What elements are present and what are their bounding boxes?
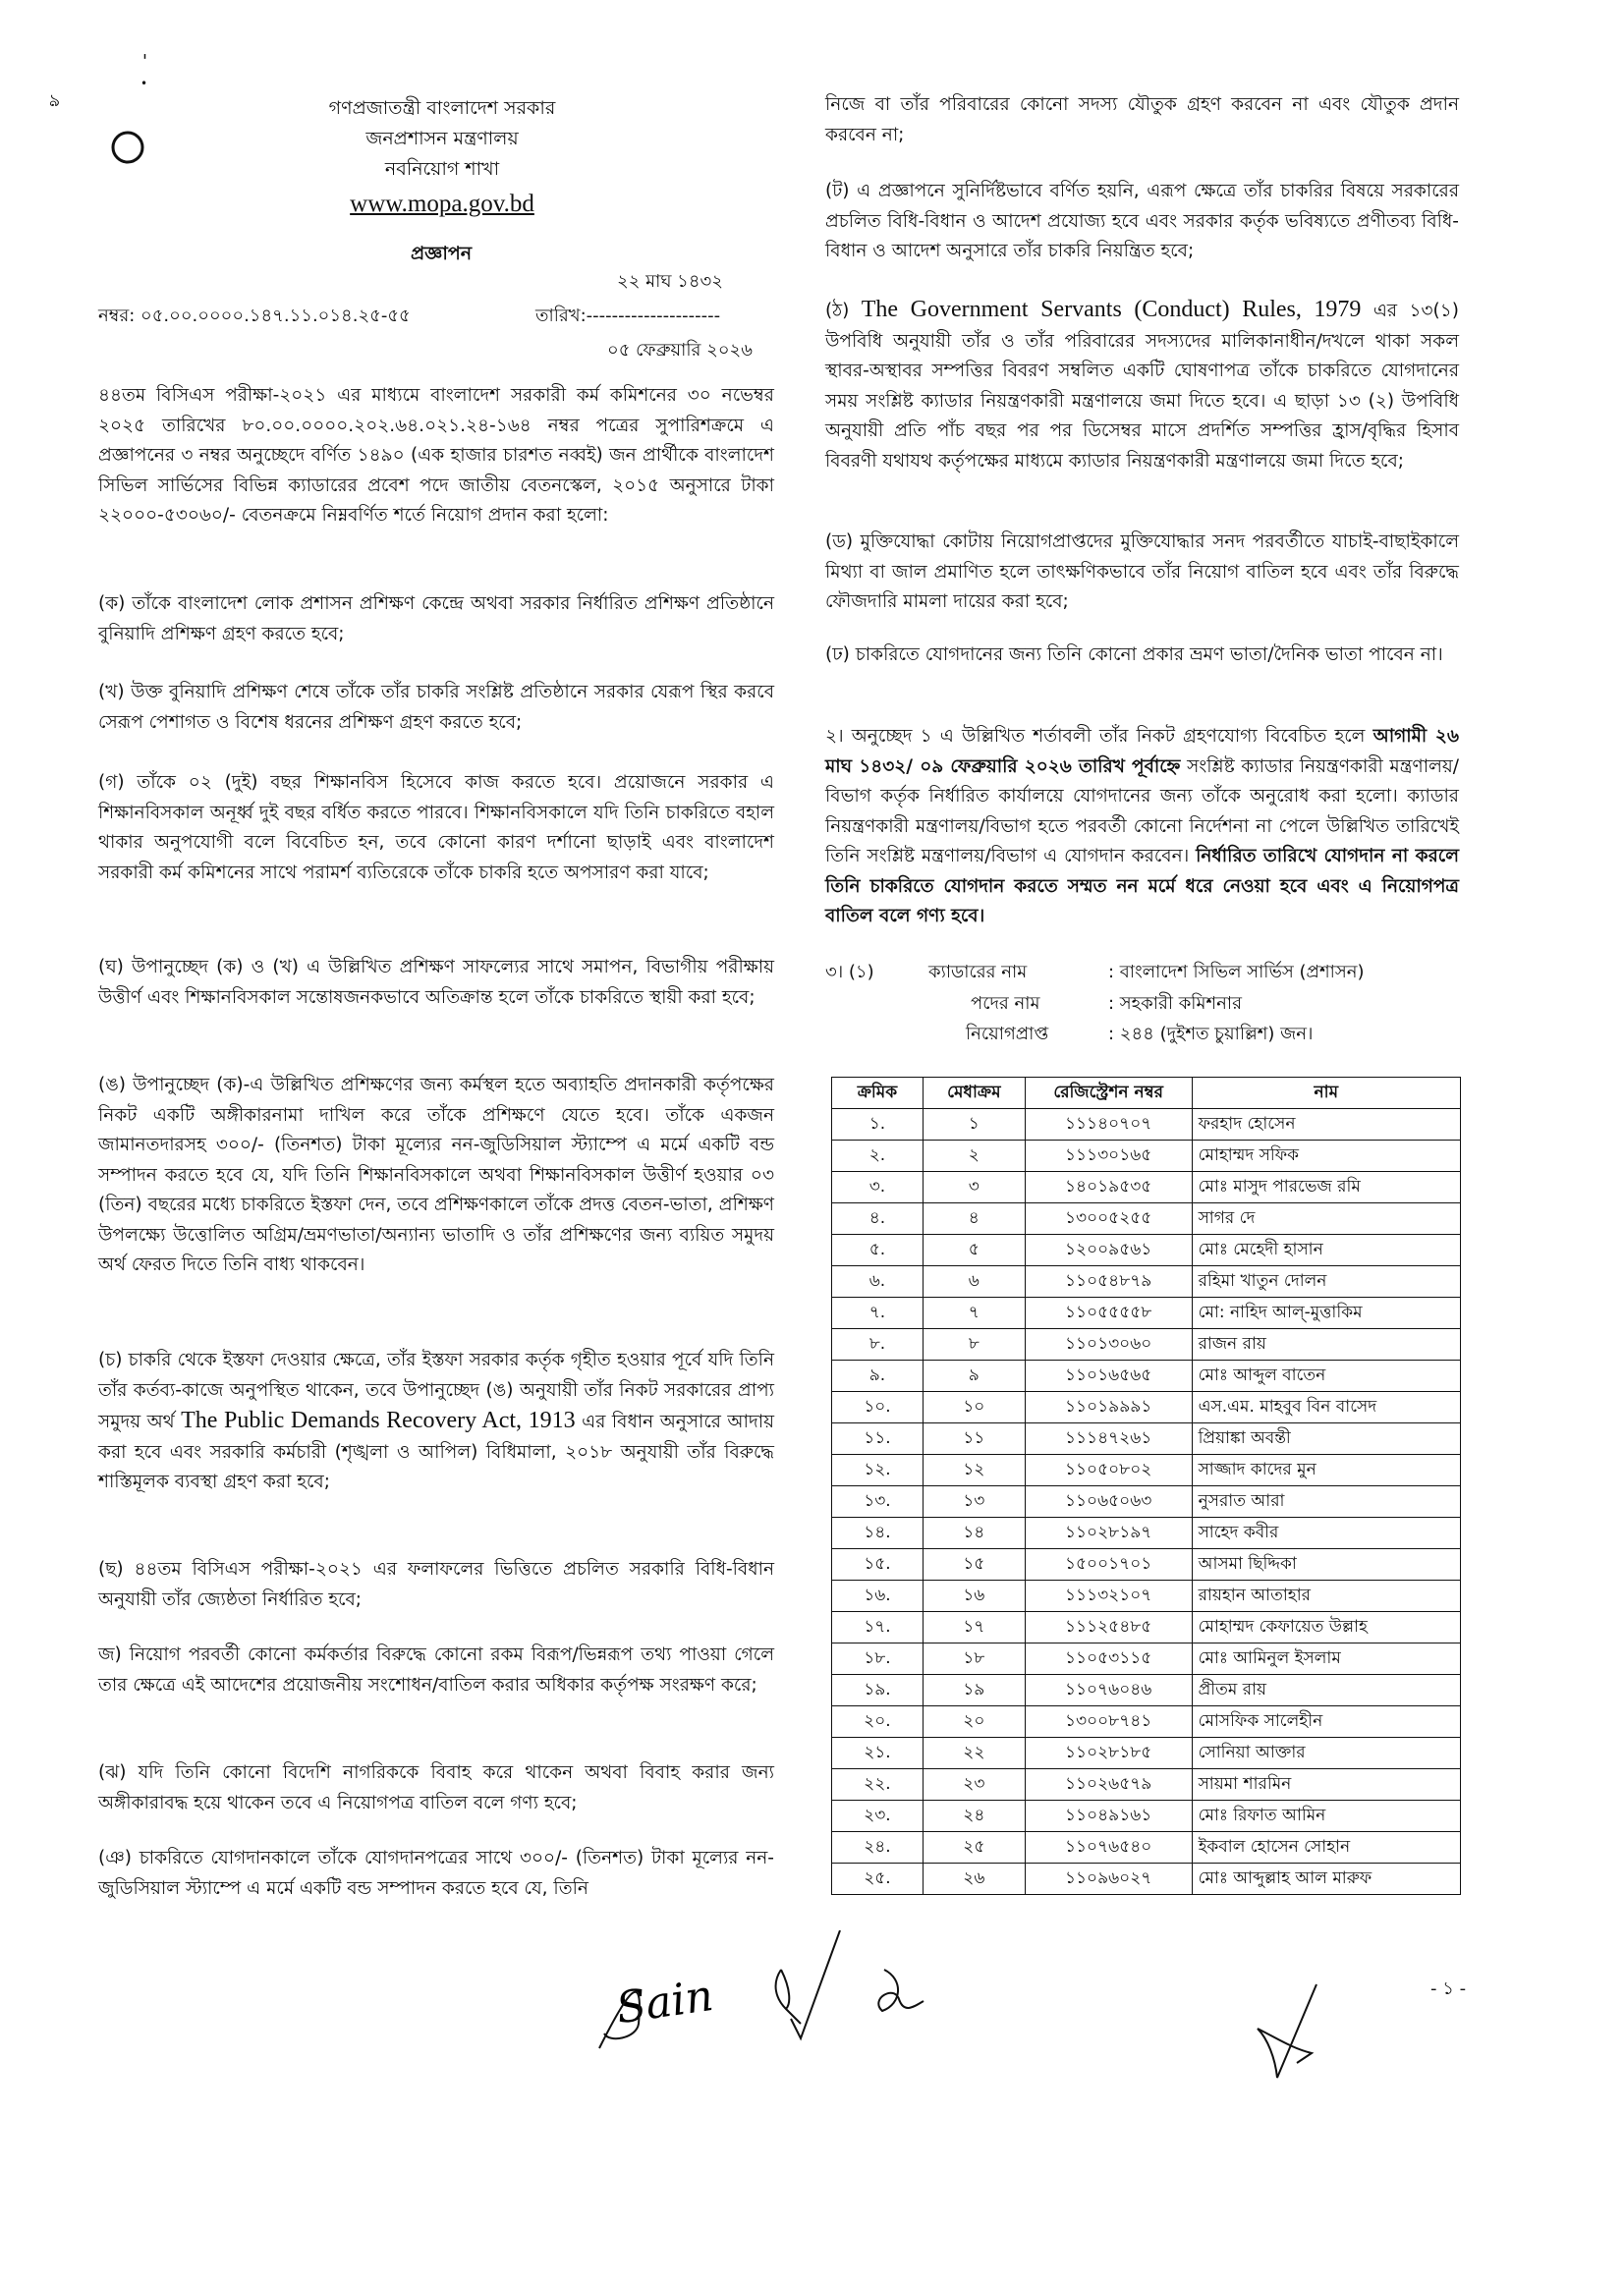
cell-registration: ১১০২৬৫৭৯ — [1025, 1769, 1192, 1801]
cell-name: সোনিয়া আক্তার — [1192, 1738, 1460, 1769]
cadre-name-label: ক্যাডারের নাম — [928, 962, 1028, 982]
cell-merit: ২৫ — [923, 1832, 1025, 1864]
cell-registration: ১১০৫৫৫৫৮ — [1025, 1298, 1192, 1329]
cell-serial: ৩. — [832, 1172, 924, 1203]
cell-name: প্রীতম রায় — [1192, 1675, 1460, 1706]
cell-serial: ৯. — [832, 1361, 924, 1392]
table-row — [832, 1864, 1461, 1895]
cell-name: মোসফিক সালেহীন — [1192, 1706, 1460, 1738]
cell-serial: ২. — [832, 1141, 924, 1172]
cell-name: মোঃ আব্দুল বাতেন — [1192, 1361, 1460, 1392]
clause-uma: (ঙ) উপানুচ্ছেদ (ক)-এ উল্লিখিত প্রশিক্ষণের জন্য কর্মস্থল হতে অব্যাহতি প্রদানকারী কর্তৃপক্ষের নিকট একটি অঙ্গীকারনামা দাখিল করে তাঁকে প্রশিক্ষণে যেতে হবে। তাঁকে একজন জামানতদারসহ ৩০০/- (তিনশত) টাকা মূল্যের নন-জুডিসিয়াল স্ট্যাম্পে এ মর্মে একটি বন্ড সম্পাদন করতে হবে যে, যদি তিনি শিক্ষানবিসকালে অথবা শিক্ষানবিসকাল উত্তীর্ণ হওয়ার ০৩ (তিন) বছরের মধ্যে চাকরিতে ইস্তফা দেন, তবে প্রশিক্ষণকালে তাঁকে প্রদত্ত বেতন-ভাতা, প্রশিক্ষণ উপলক্ষ্যে উত্তোলিত অগ্রিম/ভ্রমণভাতা/অন্যান্য ভাতাদি ও তাঁর প্রশিক্ষণের জন্য ব্যয়িত সমুদয় অর্থ ফেরত দিতে তিনি বাধ্য থাকবেন। — [98, 1075, 774, 1275]
government-name: গণপ্রজাতন্ত্রী বাংলাদেশ সরকার — [328, 97, 556, 119]
cell-registration: ১৩০০৫২৫৫ — [1025, 1203, 1192, 1235]
cell-merit: ১৬ — [923, 1581, 1025, 1612]
cell-serial: ২০. — [832, 1706, 924, 1738]
table-row — [832, 1423, 1461, 1455]
letterhead — [295, 93, 589, 219]
cell-registration: ১১০৫৪৮৭৯ — [1025, 1266, 1192, 1298]
cell-merit: ২৩ — [923, 1769, 1025, 1801]
cell-name: মোহাম্মদ কেফায়েত উল্লাহ — [1192, 1612, 1460, 1643]
cell-serial: ১৩. — [832, 1486, 924, 1518]
cell-name: সাহেদ কবীর — [1192, 1518, 1460, 1549]
cell-serial: ১১. — [832, 1423, 924, 1455]
cell-registration: ১১০৭৬৫৪০ — [1025, 1832, 1192, 1864]
table-row — [832, 1581, 1461, 1612]
date-bangla: ২২ মাঘ ১৪৩২ — [617, 271, 723, 292]
cell-merit: ১০ — [923, 1392, 1025, 1423]
punch-hole-icon — [108, 128, 147, 167]
signature-scribbles — [589, 1930, 1375, 2097]
paragraph-2-text-2: সংশ্লিষ্ট ক্যাডার নিয়ন্ত্রণকারী মন্ত্রণালয়/বিভাগ কর্তৃক নির্ধারিত কার্যালয়ে যোগদানের জন্য তাঁকে অনুরোধ করা হলো। ক্যাডার নিয়ন্ত্রণকারী মন্ত্রণালয়/বিভাগ হতে পরবর্তী কোনো নির্দেশনা না পেলে উল্লিখিত তারিখেই তিনি সংশ্লিষ্ট মন্ত্রণালয়/বিভাগ এ যোগদান করবেন। — [825, 755, 1459, 866]
table-row — [832, 1266, 1461, 1298]
table-row — [832, 1738, 1461, 1769]
cell-serial: ১৫. — [832, 1549, 924, 1581]
cell-serial: ৭. — [832, 1298, 924, 1329]
cell-registration: ১৩০০৮৭৪১ — [1025, 1706, 1192, 1738]
clause-chha: (ছ) ৪৪তম বিসিএস পরীক্ষা-২০২১ এর ফলাফলের ভিত্তিতে প্রচলিত সরকারি বিধি-বিধান অনুযায়ী তাঁর জ্যেষ্ঠতা নির্ধারিত হবে; — [98, 1559, 774, 1610]
post-name-value: : সহকারী কমিশনার — [1108, 993, 1242, 1014]
cell-serial: ১৯. — [832, 1675, 924, 1706]
cell-registration: ১১০৯৬০২৭ — [1025, 1864, 1192, 1895]
cell-serial: ১৪. — [832, 1518, 924, 1549]
cell-registration: ১১০৭৬০৪৬ — [1025, 1675, 1192, 1706]
table-body — [832, 1109, 1461, 1895]
cell-serial: ১৭. — [832, 1612, 924, 1643]
non-joining-warning: নির্ধারিত তারিখে যোগদান না করলে তিনি চাকরিতে যোগদান করতে সম্মত নন মর্মে ধরে নেওয়া হবে এবং এ নিয়োগপত্র বাতিল বলে গণ্য হবে। — [825, 846, 1459, 926]
cell-merit: ১৫ — [923, 1549, 1025, 1581]
cell-name: রাজন রায় — [1192, 1329, 1460, 1361]
table-row — [832, 1675, 1461, 1706]
stray-mark-top: ' — [142, 51, 147, 72]
cell-registration: ১১০১৯৯৯১ — [1025, 1392, 1192, 1423]
cell-name: প্রিয়াঙ্কা অবন্তী — [1192, 1423, 1460, 1455]
cell-name: নুসরাত আরা — [1192, 1486, 1460, 1518]
cell-registration: ১৪০১৯৫৩৫ — [1025, 1172, 1192, 1203]
stray-mark-left: ঌ — [49, 90, 60, 111]
cell-merit: ১৮ — [923, 1643, 1025, 1675]
cell-registration: ১১০২৮১৯৭ — [1025, 1518, 1192, 1549]
cell-name: মোঃ মাসুদ পারভেজ রমি — [1192, 1172, 1460, 1203]
clause-tha-label: (ঠ) — [825, 301, 850, 321]
cell-merit: ৪ — [923, 1203, 1025, 1235]
table-row — [832, 1706, 1461, 1738]
clause-gha: (ঘ) উপানুচ্ছেদ (ক) ও (খ) এ উল্লিখিত প্রশিক্ষণ সাফল্যের সাথে সমাপন, বিভাগীয় পরীক্ষায় উত্তীর্ণ এবং শিক্ষানবিসকাল সন্তোষজনকভাবে অতিক্রান্ত হলে তাঁকে চাকরিতে স্থায়ী করা হবে; — [98, 957, 774, 1008]
post-name-label: পদের নাম — [971, 993, 1040, 1014]
cell-merit: ২ — [923, 1141, 1025, 1172]
cell-serial: ১. — [832, 1109, 924, 1141]
clause-jha: (ঝ) যদি তিনি কোনো বিদেশি নাগরিককে বিবাহ করে থাকেন অথবা বিবাহ করার জন্য অঙ্গীকারাবদ্ধ হয়ে থাকেন তবে এ নিয়োগপত্র বাতিল বলে গণ্য হবে; — [98, 1762, 774, 1813]
cell-merit: ১৭ — [923, 1612, 1025, 1643]
table-row — [832, 1361, 1461, 1392]
cell-registration: ১২০০৯৫৬১ — [1025, 1235, 1192, 1266]
cell-registration: ১৫০০১৭০১ — [1025, 1549, 1192, 1581]
date-label: তারিখ:--------------------- — [535, 306, 721, 326]
branch-name: নবনিয়োগ শাখা — [384, 158, 500, 180]
cell-serial: ৮. — [832, 1329, 924, 1361]
cell-name: মোহাম্মদ সফিক — [1192, 1141, 1460, 1172]
cell-registration: ১১০৪৯১৬১ — [1025, 1801, 1192, 1832]
cadre-section-number: ৩। (১) — [825, 962, 874, 982]
cell-merit: ২৬ — [923, 1864, 1025, 1895]
cell-registration: ১১১৪৭২৬১ — [1025, 1423, 1192, 1455]
table-row — [832, 1769, 1461, 1801]
website-link[interactable]: www.mopa.gov.bd — [350, 191, 534, 217]
cell-merit: ২২ — [923, 1738, 1025, 1769]
cell-registration: ১১০৬৫০৬৩ — [1025, 1486, 1192, 1518]
appointee-table — [831, 1077, 1461, 1895]
cell-serial: ২৫. — [832, 1864, 924, 1895]
table-row — [832, 1141, 1461, 1172]
clause-tha-rules-name: The Government Servants (Conduct) Rules, 1979 — [861, 297, 1362, 322]
clause-tha-text: এর ১৩(১) উপবিধি অনুযায়ী তাঁর ও তাঁর পরিবারের সদস্যদের মালিকানাধীন/দখলে থাকা সকল স্থাবর-অস্থাবর সম্পত্তির বিবরণ সম্বলিত একটি ঘোষণাপত্র তাঁকে চাকরিতে যোগদানের সময় সংশ্লিষ্ট ক্যাডার নিয়ন্ত্রণকারী মন্ত্রণালয়ে জমা দিতে হবে। এ ছাড়া ১৩ (২) উপবিধি অনুযায়ী প্রতি পাঁচ বছর পর পর ডিসেম্বর মাসে প্রদর্শিত সম্পত্তির হ্রাস/বৃদ্ধির হিসাব বিবরণী যথাযথ কর্তৃপক্ষের মাধ্যমে ক্যাডার নিয়ন্ত্রণকারী মন্ত্রণালয়ে জমা দিতে হবে; — [825, 301, 1459, 472]
cell-name: আসমা ছিদ্দিকা — [1192, 1549, 1460, 1581]
cell-name: রহিমা খাতুন দোলন — [1192, 1266, 1460, 1298]
cell-registration: ১১১৪০৭০৭ — [1025, 1109, 1192, 1141]
cell-registration: ১১০৫৩১১৫ — [1025, 1643, 1192, 1675]
table-row — [832, 1172, 1461, 1203]
clause-nya-continued: নিজে বা তাঁর পরিবারের কোনো সদস্য যৌতুক গ্রহণ করবেন না এবং যৌতুক প্রদান করবেন না; — [825, 94, 1459, 145]
stray-mark-top-2: • — [140, 77, 148, 90]
cell-name: ফরহাদ হোসেন — [1192, 1109, 1460, 1141]
table-row — [832, 1486, 1461, 1518]
clause-da: (ড) মুক্তিযোদ্ধা কোটায় নিয়োগপ্রাপ্তদের মুক্তিযোদ্ধার সনদ পরবর্তীতে যাচাই-বাছাইকালে মিথ্যা বা জাল প্রমাণিত হলে তাৎক্ষণিকভাবে তাঁর নিয়োগ বাতিল হবে এবং তাঁর বিরুদ্ধে ফৌজদারি মামলা দায়ের করা হবে; — [825, 531, 1459, 612]
cell-name: এস.এম. মাহবুব বিন বাসেদ — [1192, 1392, 1460, 1423]
table-row — [832, 1518, 1461, 1549]
clause-dha: (ঢ) চাকরিতে যোগদানের জন্য তিনি কোনো প্রকার ভ্রমণ ভাতা/দৈনিক ভাতা পাবেন না। — [825, 644, 1443, 665]
date-english: ০৫ ফেব্রুয়ারি ২০২৬ — [607, 340, 753, 361]
cell-merit: ৬ — [923, 1266, 1025, 1298]
cell-merit: ১ — [923, 1109, 1025, 1141]
table-row — [832, 1235, 1461, 1266]
cell-registration: ১১১৩২১০৭ — [1025, 1581, 1192, 1612]
header-name: নাম — [1192, 1078, 1460, 1109]
cell-merit: ২০ — [923, 1706, 1025, 1738]
signature-1: Sain — [613, 1970, 717, 2034]
cell-serial: ১২. — [832, 1455, 924, 1486]
cell-serial: ১৮. — [832, 1643, 924, 1675]
clause-cha-text-1: (চ) চাকরি থেকে ইস্তফা দেওয়ার ক্ষেত্রে, তাঁর ইস্তফা সরকার কর্তৃক গৃহীত হওয়ার পূর্বে যদি তিনি তাঁর কর্তব্য-কাজে অনুপস্থিত থাকেন, তবে উপানুচ্ছেদ (ঙ) অনুযায়ী তাঁর নিকট সরকারের প্রাপ্য সমুদয় অর্থ — [98, 1350, 774, 1432]
table-row — [832, 1549, 1461, 1581]
signature-4 — [1258, 1984, 1316, 2078]
clause-cha — [98, 1346, 774, 1498]
table-row — [832, 1392, 1461, 1423]
clause-cha-act-name: The Public Demands Recovery Act, 1913 — [181, 1408, 576, 1433]
cell-registration: ১১০১৩০৬০ — [1025, 1329, 1192, 1361]
cell-name: মো: নাহিদ আল্-মুত্তাকিম — [1192, 1298, 1460, 1329]
cell-serial: ২১. — [832, 1738, 924, 1769]
cell-name: মোঃ মেহেদী হাসান — [1192, 1235, 1460, 1266]
cell-name: সাগর দে — [1192, 1203, 1460, 1235]
appointed-count-label: নিয়োগপ্রাপ্ত — [966, 1024, 1049, 1044]
cell-name: ইকবাল হোসেন সোহান — [1192, 1832, 1460, 1864]
cell-merit: ৯ — [923, 1361, 1025, 1392]
table-row — [832, 1298, 1461, 1329]
header-registration: রেজিস্ট্রেশন নম্বর — [1025, 1078, 1192, 1109]
table-row — [832, 1832, 1461, 1864]
cell-serial: ১০. — [832, 1392, 924, 1423]
cell-serial: ২২. — [832, 1769, 924, 1801]
table-header-row — [832, 1078, 1461, 1109]
cell-name: মোঃ আব্দুল্লাহ আল মারুফ — [1192, 1864, 1460, 1895]
notice-title: প্রজ্ঞাপন — [411, 243, 473, 264]
paragraph-2 — [825, 722, 1459, 932]
appointed-count-value: : ২৪৪ (দুইশত চুয়াল্লিশ) জন। — [1108, 1024, 1314, 1044]
cell-registration: ১১১৩০১৬৫ — [1025, 1141, 1192, 1172]
page-number: - ১ - — [1430, 1978, 1467, 1999]
ministry-name: জনপ্রশাসন মন্ত্রণালয় — [365, 128, 519, 149]
cell-name: সাজ্জাদ কাদের মুন — [1192, 1455, 1460, 1486]
clause-tha — [825, 295, 1459, 476]
table-row — [832, 1203, 1461, 1235]
cell-merit: ১৯ — [923, 1675, 1025, 1706]
intro-paragraph: ৪৪তম বিসিএস পরীক্ষা-২০২১ এর মাধ্যমে বাংলাদেশ সরকারী কর্ম কমিশনের ৩০ নভেম্বর ২০২৫ তারিখের ৮০.০০.০০০০.২০২.৬৪.০২১.২৪-১৬৪ নম্বর পত্রের সুপারিশক্রমে এ প্রজ্ঞাপনের ৩ নম্বর অনুচ্ছেদে বর্ণিত ১৪৯০ (এক হাজার চারশত নব্বই) জন প্রার্থীকে বাংলাদেশ সিভিল সার্ভিসের বিভিন্ন ক্যাডারের প্রবেশ পদে জাতীয় বেতনস্কেল, ২০১৫ অনুসারে টাকা ২২০০০-৫৩০৬০/- বেতনক্রমে নিম্নবর্ণিত শর্তে নিয়োগ প্রদান করা হলো: — [98, 385, 774, 526]
clause-ga: (গ) তাঁকে ০২ (দুই) বছর শিক্ষানবিস হিসেবে কাজ করতে হবে। প্রয়োজনে সরকার এ শিক্ষানবিসকাল অনূর্ধ্ব দুই বছর বর্ধিত করতে পারবে। শিক্ষানবিসকালে যদি তিনি চাকরিতে বহাল থাকার অনুপযোগী বলে বিবেচিত হন, তবে কোনো কারণ দর্শানো ছাড়াই এবং বাংলাদেশ সরকারী কর্ম কমিশনের সাথে পরামর্শ ব্যতিরেকে তাঁকে চাকরি হতে অপসারণ করা যাবে; — [98, 772, 774, 883]
table-row — [832, 1801, 1461, 1832]
clause-cha-text-2: এর বিধান অনুসারে আদায় করা হবে এবং সরকারি কর্মচারী (শৃঙ্খলা ও আপিল) বিধিমালা, ২০১৮ অনুযায়ী তাঁর বিরুদ্ধে শাস্তিমূলক ব্যবস্থা গ্রহণ করা হবে; — [98, 1412, 774, 1492]
header-merit: মেধাক্রম — [923, 1078, 1025, 1109]
table-row — [832, 1109, 1461, 1141]
cell-merit: ৩ — [923, 1172, 1025, 1203]
cell-merit: ২৪ — [923, 1801, 1025, 1832]
header-serial: ক্রমিক — [832, 1078, 924, 1109]
cell-merit: ৫ — [923, 1235, 1025, 1266]
joining-deadline: আগামী ২৬ মাঘ ১৪৩২/ ০৯ ফেব্রুয়ারি ২০২৬ তারিখ পূর্বাহ্নে — [825, 726, 1459, 777]
cell-merit: ১২ — [923, 1455, 1025, 1486]
cell-registration: ১১০১৬৫৬৫ — [1025, 1361, 1192, 1392]
table-row — [832, 1329, 1461, 1361]
table-row — [832, 1643, 1461, 1675]
cell-serial: ২৩. — [832, 1801, 924, 1832]
signature-2 — [776, 1970, 801, 2024]
paragraph-2-text-1: ২। অনুচ্ছেদ ১ এ উল্লিখিত শর্তাবলী তাঁর নিকট গ্রহণযোগ্য বিবেচিত হলে — [825, 726, 1366, 747]
cell-registration: ১১০৫০৮০২ — [1025, 1455, 1192, 1486]
cell-name: মোঃ আমিনুল ইসলাম — [1192, 1643, 1460, 1675]
table-row — [832, 1612, 1461, 1643]
clause-nya: (ঞ) চাকরিতে যোগদানকালে তাঁকে যোগদানপত্রের সাথে ৩০০/- (তিনশত) টাকা মূল্যের নন-জুডিসিয়াল স্ট্যাম্পে এ মর্মে একটি বন্ড সম্পাদন করতে হবে যে, তিনি — [98, 1848, 774, 1899]
cell-merit: ৮ — [923, 1329, 1025, 1361]
cell-serial: ১৬. — [832, 1581, 924, 1612]
cell-merit: ৭ — [923, 1298, 1025, 1329]
cell-serial: ৪. — [832, 1203, 924, 1235]
cell-name: সায়মা শারমিন — [1192, 1769, 1460, 1801]
table-row — [832, 1455, 1461, 1486]
cell-registration: ১১০২৮১৮৫ — [1025, 1738, 1192, 1769]
cell-name: রায়হান আতাহার — [1192, 1581, 1460, 1612]
cell-merit: ১৩ — [923, 1486, 1025, 1518]
cell-serial: ৫. — [832, 1235, 924, 1266]
clause-ta: (ট) এ প্রজ্ঞাপনে সুনির্দিষ্টভাবে বর্ণিত হয়নি, এরূপ ক্ষেত্রে তাঁর চাকরির বিষয়ে সরকারের প্রচলিত বিধি-বিধান ও আদেশ প্রযোজ্য হবে এবং সরকার কর্তৃক ভবিষ্যতে প্রণীতব্য বিধি-বিধান ও আদেশ অনুসারে তাঁর চাকরি নিয়ন্ত্রিত হবে; — [825, 181, 1459, 261]
cell-merit: ১৪ — [923, 1518, 1025, 1549]
cell-registration: ১১১২৫৪৮৫ — [1025, 1612, 1192, 1643]
cell-name: মোঃ রিফাত আমিন — [1192, 1801, 1460, 1832]
signature-3 — [878, 1970, 924, 2011]
cell-merit: ১১ — [923, 1423, 1025, 1455]
cell-serial: ২৪. — [832, 1832, 924, 1864]
clause-ka: (ক) তাঁকে বাংলাদেশ লোক প্রশাসন প্রশিক্ষণ কেন্দ্রে অথবা সরকার নির্ধারিত প্রশিক্ষণ প্রতিষ্ঠানে বুনিয়াদি প্রশিক্ষণ গ্রহণ করতে হবে; — [98, 593, 774, 644]
cell-serial: ৬. — [832, 1266, 924, 1298]
memo-number: নম্বর: ০৫.০০.০০০০.১৪৭.১১.০১৪.২৫-৫৫ — [98, 306, 411, 326]
clause-kha: (খ) উক্ত বুনিয়াদি প্রশিক্ষণ শেষে তাঁকে তাঁর চাকরি সংশ্লিষ্ট প্রতিষ্ঠানে সরকার যেরূপ স্থির করবে সেরূপ পেশাগত ও বিশেষ ধরনের প্রশিক্ষণ গ্রহণ করতে হবে; — [98, 682, 774, 733]
clause-ja: জ) নিয়োগ পরবর্তী কোনো কর্মকর্তার বিরুদ্ধে কোনো রকম বিরূপ/ভিন্নরূপ তথ্য পাওয়া গেলে তার ক্ষেত্রে এই আদেশের প্রয়োজনীয় সংশোধন/বাতিল করার অধিকার কর্তৃপক্ষ সংরক্ষণ করে; — [98, 1644, 774, 1696]
cadre-name-value: : বাংলাদেশ সিভিল সার্ভিস (প্রশাসন) — [1108, 962, 1365, 982]
